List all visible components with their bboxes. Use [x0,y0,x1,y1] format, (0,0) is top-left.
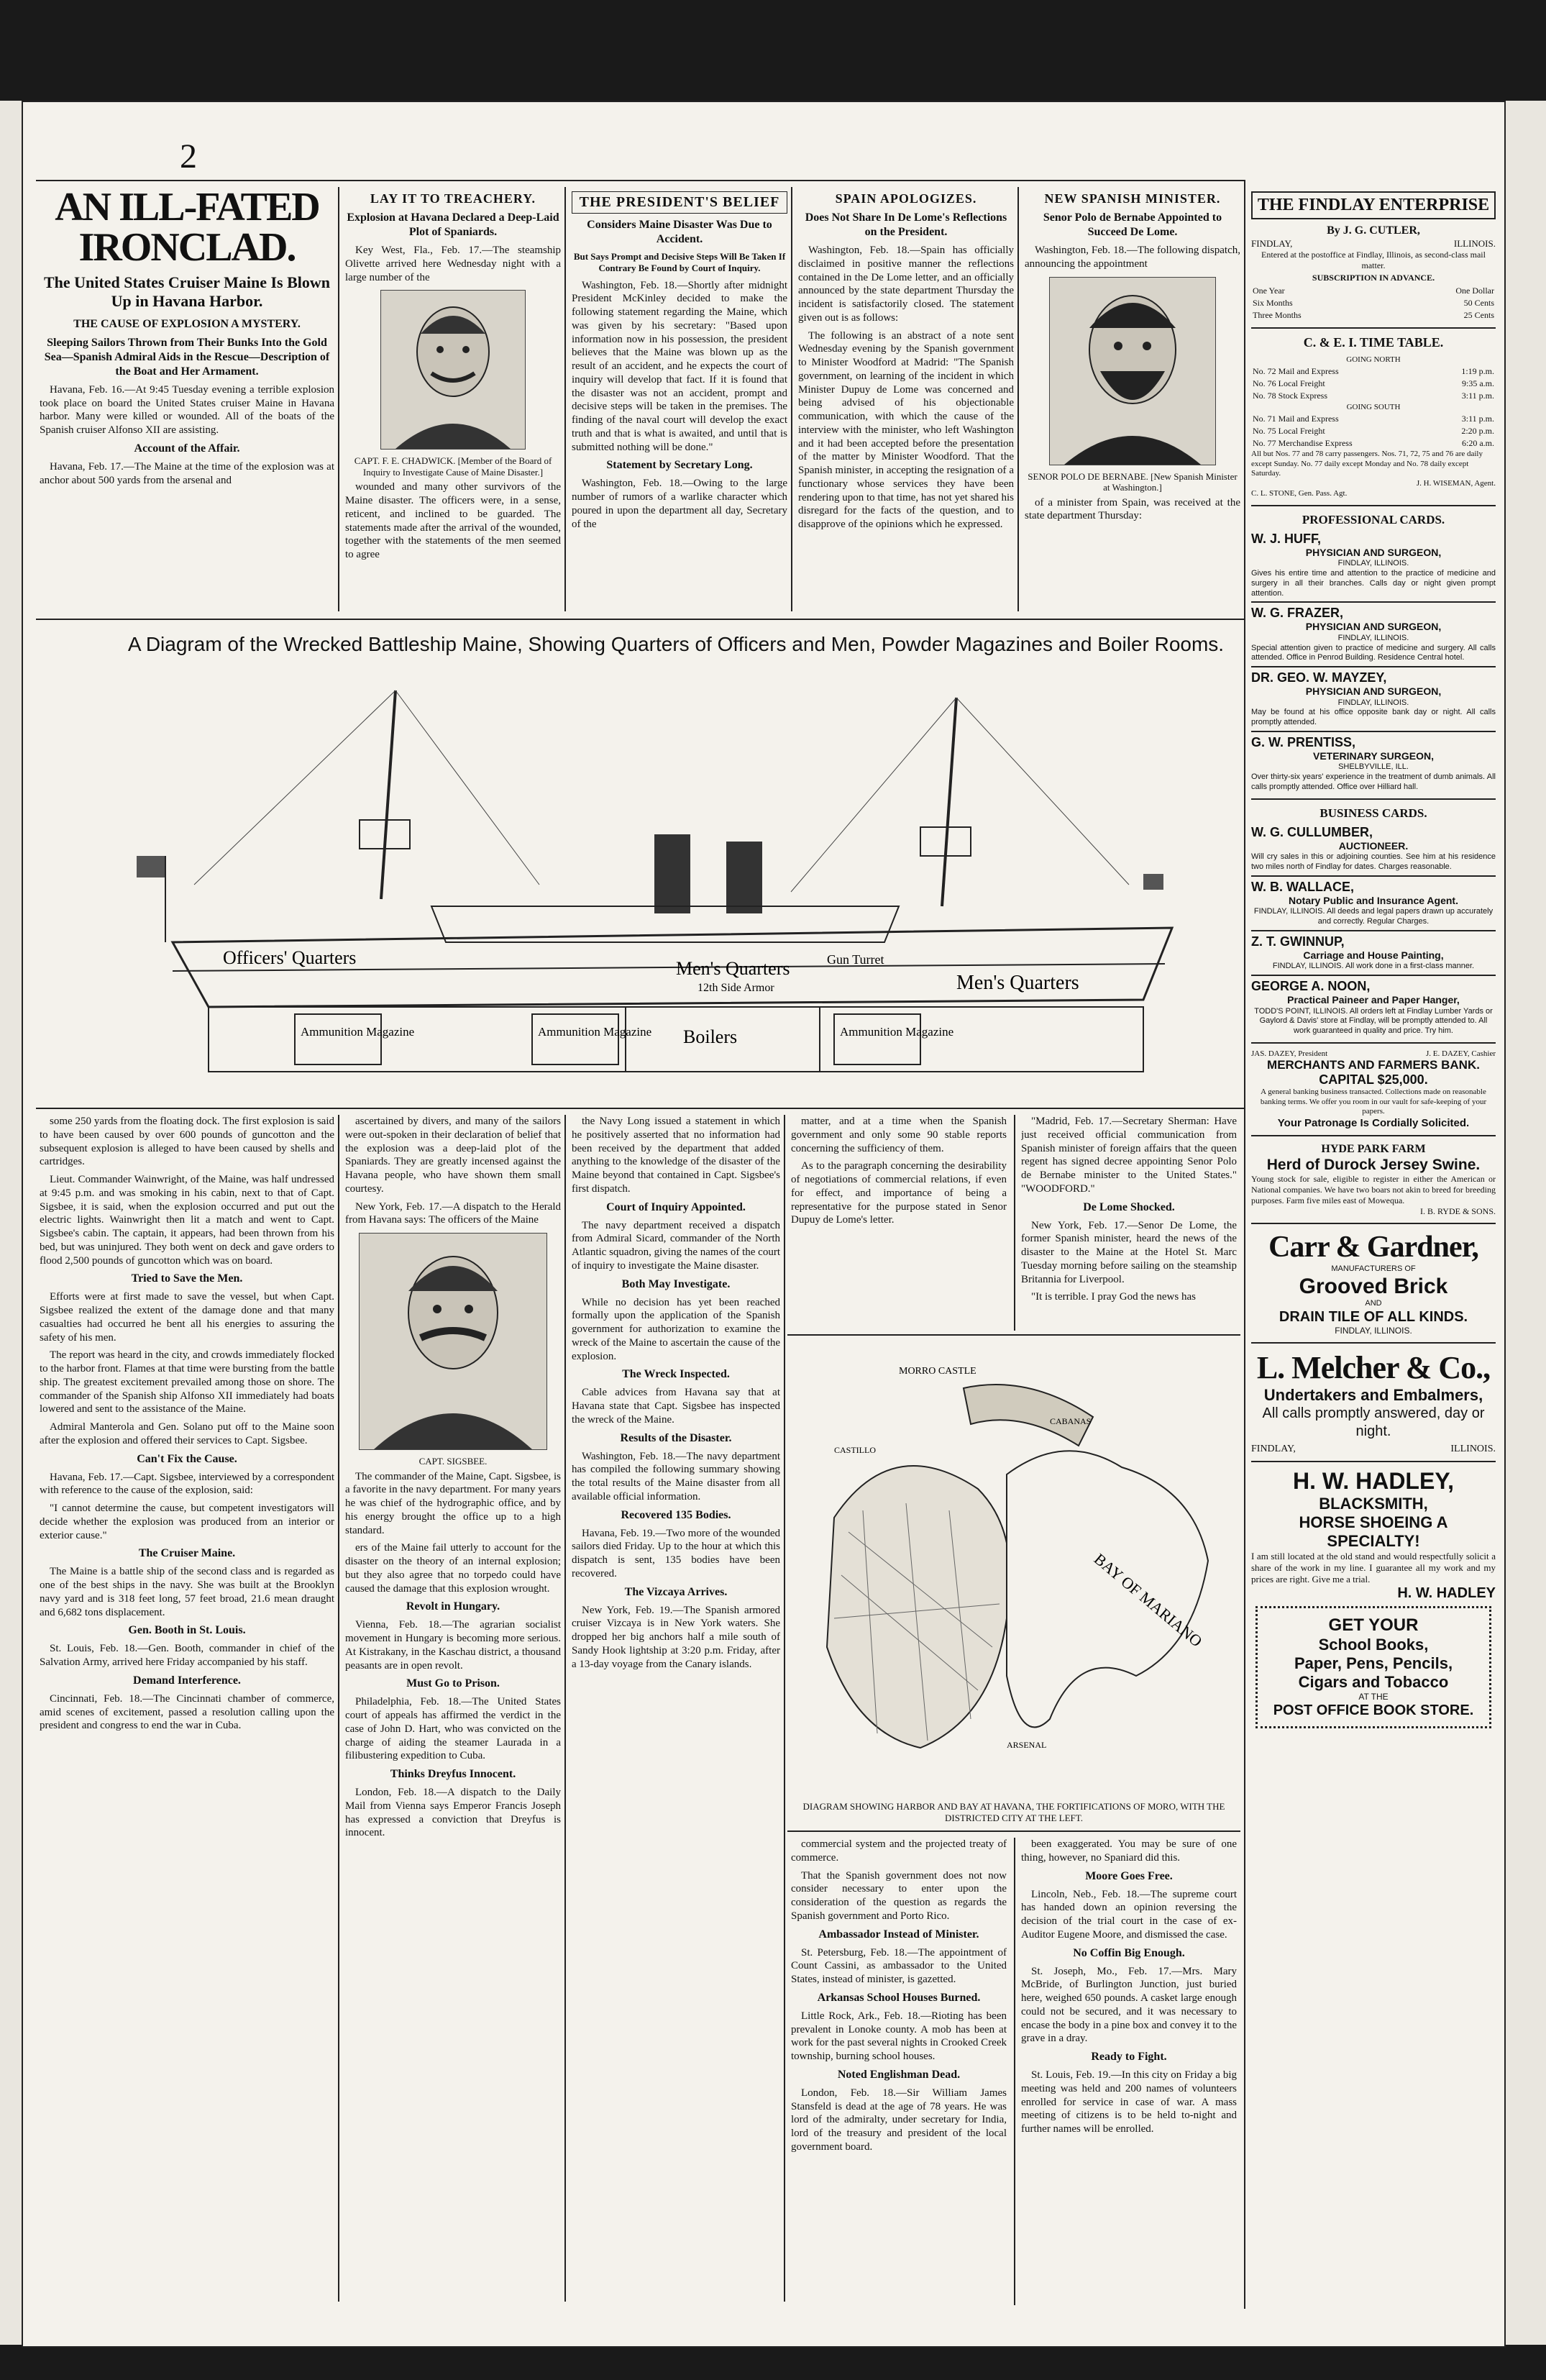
lower1-sec-2: Can't Fix the Cause. [137,1452,237,1465]
sub-row-3-price: 25 Cents [1463,310,1494,320]
spain-head: SPAIN APOLOGIZES. [835,191,977,206]
biz-wallace [1251,880,1496,927]
south-2-train: No. 75 Local Freight [1253,425,1325,436]
lower3-para-5: Washington, Feb. 18.—The navy department has compiled the following summary showing the total results of the Maine disaster from all available official information. [572,1450,780,1503]
subhead-ironclad-3: Sleeping Sailors Thrown from Their Bunks Into the Gold Sea—Spanish Admiral Aids in the Rescue—Description of the Boat and Her Armament. [44,336,330,378]
card-mayzey-text: May be found at his office opposite bank day or night. All calls promptly attended. [1251,708,1496,727]
sub-row-1-label: One Year [1253,286,1285,296]
lower5-para-2: New York, Feb. 17.—Senor De Lome, the former Spanish minister, heard the news of the disaster to the Maine at the Hotel St. Marc Tuesday morning before sailing on the steamship Britannia for Liverpool. [1021,1219,1237,1285]
po-at: AT THE [1358,1692,1389,1702]
card-sep-3 [1251,731,1496,732]
label-boilers: Boilers [683,1026,738,1047]
lower2-para-3: The commander of the Maine, Capt. Sigsbee, is a favorite in the navy department. For many years he was chief of the hydrographic office, and by his energy brought the office up to a high standard. [345,1470,561,1536]
carr-tile: DRAIN TILE OF ALL KINDS. [1279,1308,1468,1325]
treachery-para-1: Key West, Fla., Feb. 17.—The steamship Olivette arrived here Wednesday night with a large number of the [345,245,561,283]
diagram-bottom-rule [36,1108,1244,1109]
sigsbee-portrait [359,1233,547,1450]
minister-para-1: Washington, Feb. 18.—The following dispatch, announcing the appointment [1025,245,1240,270]
hadley-text: I am still located at the old stand and would respectfully solicit a share of the work in my line. I guarantee all my work and my prices are right. Give me a trial. [1251,1550,1496,1585]
carr-name: Carr & Gardner, [1268,1231,1478,1264]
carr-place: FINDLAY, ILLINOIS. [1335,1325,1412,1336]
funnel-2 [726,842,762,913]
lower2-sec-2: Must Go to Prison. [406,1677,500,1690]
map-bay [1007,1451,1208,1727]
paper-name: THE FINDLAY ENTERPRISE [1251,191,1496,219]
biz-sep-1 [1251,875,1496,877]
b4-sec-2: Arkansas School Houses Burned. [817,1991,981,2004]
treachery-para-2: wounded and many other survivors of the Maine disaster. The officers were, in a sense, reticent, and inclined to be guarded. The statements made after the arrival of the wounded, together with the statements of the men seemed to agree [345,481,561,561]
lower3-sec-6: The Vizcaya Arrives. [624,1585,728,1598]
card-prentiss-name: G. W. PRENTISS, [1251,734,1356,749]
lower-col-4-top [791,1115,1007,1331]
president-head: THE PRESIDENT'S BELIEF [572,191,787,214]
lower5-para-1: "Madrid, Feb. 17.—Secretary Sherman: Have just received official communication from Spanish minister of foreign affairs that the queen regent has signed decree appointing Senor Polo de Bernabe minister to the United States." "WOODFORD." [1021,1116,1237,1195]
farm-owner: I. B. RYDE & SONS. [1419,1206,1496,1217]
south-1-time: 3:11 p.m. [1461,413,1494,424]
map-caption: DIAGRAM SHOWING HARBOR AND BAY AT HAVANA, THE FORTIFICATIONS OF MORO, WITH THE DISTRICTED CITY AT THE LEFT. [802,1801,1225,1823]
biz-cullumber-text: Will cry sales in this or adjoining counties. See him at his residence two miles north of Findlay for dates. Charges reasonable. [1251,852,1496,872]
sidebar-sep-1 [1251,327,1496,329]
hadley-name: H. W. HADLEY, [1292,1467,1454,1494]
lower-col-2 [345,1115,561,2316]
card-frazer-name: W. G. FRAZER, [1251,606,1343,621]
scan-border-bottom [0,2345,1546,2380]
paper-place-right: ILLINOIS. [1453,238,1496,249]
lower3-para-2: The navy department received a dispatch from Admiral Sicard, commander of the North Atlantic squadron, giving the names of the court of inquiry to investigate the Maine disaster. [572,1219,780,1272]
sidebar-sep-2 [1251,505,1496,506]
lower3-para-1: the Navy Long issued a statement in which he positively asserted that no information had been received by the department that added anything to the knowledge of the disaster of the Maine beyond that contained in Capt. Sigsbee's first dispatch. [572,1116,780,1195]
label-mens-quarters-2: Men's Quarters [956,972,1079,994]
sidebar-sep-8 [1251,1461,1496,1462]
paper-byline: By J. G. CUTLER, [1327,224,1420,237]
lower1-para-2: Lieut. Commander Wainwright, of the Maine, was half undressed at 9:45 p.m. and was smoking in his cabin, next to that of Capt. Sigsbee, it is said, when the explosion occurred and put out the electric lights. Wainwright then lit a match and went to Capt. Sigsbee's cabin. The captain, it appears, had been thrown from his bed, but was uninjured. They both went on deck and gave orders to flood 2,500 pounds of guncotton which was on board. [40,1174,334,1267]
card-frazer-place: FINDLAY, ILLINOIS. [1337,633,1409,642]
sidebar-sep-6 [1251,1223,1496,1224]
farm-text: Young stock for sale, eligible to register in either the American or National companies. We have two boars not akin to breed for breeding purposes. Farm five miles east of Mowequa. [1251,1174,1496,1206]
card-huff-name: W. J. HUFF, [1251,531,1322,546]
south-2-time: 2:20 p.m. [1461,425,1494,436]
lower-col-3 [572,1115,780,2316]
lower3-para-7: New York, Feb. 19.—The Spanish armored cruiser Vizcaya is in New York waters. She dropped her big anchors half a mile south of Sandy Hook lightship at 3:20 p.m. Friday, after a 13-day voyage from the Canary islands. [572,1604,780,1670]
biz-noon [1251,979,1496,1036]
article-ironclad [40,187,334,619]
hadley-specialty: HORSE SHOEING A SPECIALTY! [1299,1513,1448,1550]
treachery-head: LAY IT TO TREACHERY. [370,191,536,206]
lower-rule-1 [338,1115,339,2302]
north-1-train: No. 72 Mail and Express [1253,365,1339,376]
col-rule-3 [791,187,792,611]
col-rule-1 [338,187,339,611]
label-ammo-2: Ammunition Magazine [538,1025,652,1039]
diagram-title: A Diagram of the Wrecked Battleship Maine, Showing Quarters of Officers and Men, Powder Magazines and Boiler Rooms. [127,633,1225,655]
lower4-para-1: matter, and at a time when the Spanish government and only some 90 stable reports concerning the sufficiency of them. [791,1116,1007,1154]
page-number: 2 [180,137,197,175]
card-huff-text: Gives his entire time and attention to the practice of medicine and surgery in all their branches. Calls day or night given prompt attention. [1251,569,1496,598]
stern-flag [137,856,165,877]
ironclad-section: Account of the Affair. [134,442,240,455]
card-prentiss-title: VETERINARY SURGEON, [1312,749,1435,762]
card-mayzey-place: FINDLAY, ILLINOIS. [1337,698,1409,707]
minister-para-2: of a minister from Spain, was received at the state department Thursday: [1025,496,1240,522]
card-sep-1 [1251,601,1496,603]
melcher-place-right: ILLINOIS. [1450,1443,1496,1454]
sigsbee-caption: CAPT. SIGSBEE. [418,1456,488,1467]
mid-rule [36,619,1244,620]
top-rule [36,180,1244,181]
lower1-sec-5: Demand Interference. [133,1674,241,1687]
po-line-3: Cigars and Tobacco [1298,1673,1449,1692]
lower3-para-3: While no decision has yet been reached formally upon the application of the Spanish government for authorization to examine the wreck of the Maine to ascertain the cause of the explosion. [572,1296,780,1362]
article-treachery [345,187,561,619]
lower1-para-6: Havana, Feb. 17.—Capt. Sigsbee, interviewed by a correspondent with reference to the cause of the explosion, said: [40,1471,334,1497]
funnel-1 [654,834,690,913]
farm-head: HYDE PARK FARM [1321,1143,1426,1156]
north-table [1251,365,1496,402]
biz-cullumber-name: W. G. CULLUMBER, [1251,824,1373,839]
bernabe-portrait [1049,277,1216,465]
lower1-para-7: "I cannot determine the cause, but competent investigators will decide whether the explosion was produced from an interior or exterior cause." [40,1503,334,1541]
article-president-belief [572,187,787,619]
b5-para-4: St. Louis, Feb. 19.—In this city on Friday a big meeting was held and 200 names of volunteers enrolled for service in case of war. A mass meeting of citizens is to be held to-night and further names will be enrolled. [1021,2069,1237,2135]
hadley-sign: H. W. HADLEY [1397,1585,1496,1602]
bank-text: A general banking business transacted. Collections made on reasonable banking terms. We offer you room in our vault for safe-keeping of your papers. [1260,1087,1487,1116]
label-ammo-1: Ammunition Magazine [301,1025,415,1039]
subhead-ironclad-1: The United States Cruiser Maine Is Blown Up in Havana Harbor. [43,273,331,311]
maine-diagram [108,669,1215,1093]
melcher-name: L. Melcher & Co., [1256,1349,1491,1385]
b5-sec-1: Moore Goes Free. [1085,1869,1173,1882]
spain-para-2: The following is an abstract of a note sent Wednesday evening by the Spanish government to Minister Woodford at Madrid: "The Spanish government, on learning of the incident in which Minister Dupuy de Lome was concerned and being advised of his objectionable communication, with which the cause of the interview with the minister, who left Washington and it had been accepted before the presentation of the matter by Minister Woodford. That the Spanish minister, in accepting the resignation of a functionary whose services they have been rendering upon to that time, has not yet shared his disregard for the facts of the question, and to disapprove of the opinions which he expressed. [798,329,1014,530]
b4-para-3: St. Petersburg, Feb. 18.—The appointment of Count Cassini, as ambassador to the United States, instead of minister, is gazetted. [791,1946,1007,1985]
bank-patronage: Your Patronage Is Cordially Solicited. [1277,1117,1470,1130]
b5-para-3: St. Joseph, Mo., Feb. 17.—Mrs. Mary McBride, of Burlington Junction, just buried here, weighed 650 pounds. A casket large enough could not be secured, and it was necessary to encase the body in a pine box and convey it to the grave in a dray. [1021,1965,1237,2045]
north-3-time: 3:11 p.m. [1461,390,1494,401]
lower5-para-3: "It is terrible. I pray God the news has [1031,1291,1196,1303]
lower3-sec-4: Results of the Disaster. [620,1431,732,1444]
scan-border-top [0,0,1546,101]
lower2-para-2: New York, Feb. 17.—A dispatch to the Herald from Havana says: The officers of the Maine [345,1200,561,1226]
po-store: POST OFFICE BOOK STORE. [1273,1702,1474,1719]
label-ammo-3: Ammunition Magazine [840,1025,954,1039]
biz-wallace-name: W. B. WALLACE, [1251,879,1354,894]
lower1-sec-3: The Cruiser Maine. [138,1547,236,1560]
north-3-train: No. 78 Stock Express [1253,390,1327,401]
fore-mast [381,690,395,899]
biz-noon-title: Practical Paineer and Paper Hanger, [1287,994,1460,1006]
card-prentiss [1251,735,1496,793]
map-top-rule [787,1334,1240,1336]
bank-president: JAS. DAZEY, President [1251,1049,1328,1058]
president-subhead-1: Considers Maine Disaster Was Due to Accident. [587,219,772,245]
card-frazer-text: Special attention given to practice of medicine and surgery. All calls attended. Office in Penrod Building. Residence Central hotel. [1251,643,1496,662]
paper-place-left: FINDLAY, [1251,238,1293,249]
card-huff-place: FINDLAY, ILLINOIS. [1337,559,1409,568]
tt-gpa: C. L. STONE, Gen. Pass. Agt. [1251,488,1348,498]
bank-capital: CAPITAL $25,000. [1319,1072,1428,1087]
label-gun-turret: Gun Turret [827,952,884,967]
south-3-time: 6:20 a.m. [1462,437,1494,448]
lower-rule-5 [1014,1838,1015,2305]
lower3-sec-5: Recovered 135 Bodies. [621,1508,731,1521]
south-3-train: No. 77 Merchandise Express [1253,437,1353,448]
lower1-para-9: St. Louis, Feb. 18.—Gen. Booth, commander in chief of the Salvation Army, arrived here Friday accompanied by his staff. [40,1643,334,1668]
bank-cashier: J. E. DAZEY, Cashier [1426,1049,1496,1058]
card-mayzey-title: PHYSICIAN AND SURGEON, [1305,685,1442,698]
lower-col-1 [40,1115,334,2316]
col-rule-2 [564,187,566,611]
b5-sec-2: No Coffin Big Enough. [1073,1946,1185,1959]
ironclad-para-2: Havana, Feb. 17.—The Maine at the time of the explosion was at anchor about 500 yards from the arsenal and [40,460,334,486]
entered-note: Entered at the postoffice at Findlay, Illinois, as second-class mail matter. [1261,250,1486,270]
sidebar-sep-4 [1251,1042,1496,1044]
lower-rule-4 [1014,1115,1015,1331]
business-head: BUSINESS CARDS. [1319,806,1427,820]
time-table-head: C. & E. I. TIME TABLE. [1303,335,1444,350]
sub-row-2-price: 50 Cents [1463,298,1494,308]
card-prentiss-place: SHELBYVILLE, ILL. [1338,762,1409,772]
lower3-sec-2: Both May Investigate. [621,1277,731,1290]
north-1-time: 1:19 p.m. [1461,365,1494,376]
card-huff-title: PHYSICIAN AND SURGEON, [1305,546,1442,558]
prof-head: PROFESSIONAL CARDS. [1302,512,1445,526]
bow-flag [1143,874,1163,890]
lower2-para-1: ascertained by divers, and many of the sailors were out-spoken in their declaration of belief that the explosion was a deep-laid plot of the Spaniards. They are greatly incensed against the Havana people, who have shown them small courtesy. [345,1116,561,1195]
b4-para-4: Little Rock, Ark., Feb. 18.—Rioting has been prevalent in Lonoke county. A mob has been at work for the past several nights in Crooked Creek township, burning school houses. [791,2010,1007,2062]
map-label-castillo: CASTILLO [834,1445,876,1455]
lower2-para-7: London, Feb. 18.—A dispatch to the Daily Mail from Vienna says Emperor Francis Joseph has expressed a conviction that Dreyfus is innocent. [345,1787,561,1839]
lower-col-5-bottom [1021,1838,1237,2312]
card-frazer-title: PHYSICIAN AND SURGEON, [1305,621,1442,633]
north-2-time: 9:35 a.m. [1462,378,1494,388]
president-subhead-2: But Says Prompt and Decisive Steps Will Be Taken If Contrary Be Found by Court of Inquiry. [573,251,786,274]
bank-officers [1251,1049,1496,1058]
bank-name: MERCHANTS AND FARMERS BANK. [1267,1057,1480,1072]
paper-place [1251,238,1496,250]
article-spain-apologizes [798,187,1014,619]
map-label-bay: BAY OF MARIANO [1090,1549,1206,1651]
b4-sec-1: Ambassador Instead of Minister. [818,1928,979,1941]
tt-agent: J. H. WISEMAN, Agent. [1416,479,1496,488]
label-side-armor: 12th Side Armor [697,982,774,994]
lower2-para-5: Vienna, Feb. 18.—The agrarian socialist movement in Hungary is becoming more serious. At Kistrakany, in the Kaschau district, a thousand peasants are in open revolt. [345,1619,561,1672]
biz-gwinnup [1251,934,1496,972]
label-officers: Officers' Quarters [223,947,357,968]
south-1-train: No. 71 Mail and Express [1253,413,1339,424]
map-label-cabanas: CABANAS [1050,1416,1092,1426]
lower2-sec-1: Revolt in Hungary. [406,1600,500,1613]
farm-title: Herd of Durock Jersey Swine. [1266,1157,1481,1174]
lower-rule-2 [564,1115,566,2302]
subscription-table [1251,285,1496,322]
lower3-para-4: Cable advices from Havana say that at Havana state that Capt. Sigsbee has inspected the wreck of the Maine. [572,1387,780,1426]
lower1-sec-4: Gen. Booth in St. Louis. [128,1624,246,1637]
card-frazer [1251,606,1496,663]
card-huff [1251,532,1496,599]
melcher-place [1251,1444,1496,1455]
melcher-text: All calls promptly answered, day or night. [1262,1405,1485,1439]
president-section: Statement by Secretary Long. [606,459,753,472]
subhead-ironclad-2: THE CAUSE OF EXPLOSION A MYSTERY. [73,317,301,330]
b4-para-5: London, Feb. 18.—Sir William James Stansfeld is dead at the age of 78 years. He was lord of the admiralty, under secretary for India, lord of the treasury and president of the local government board. [791,2087,1007,2153]
lower5-sec-1: De Lome Shocked. [1083,1200,1175,1213]
sub-row-1-price: One Dollar [1455,286,1494,296]
ironclad-para-1: Havana, Feb. 16.—At 9:45 Tuesday evening a terrible explosion took place on board the United States cruiser Maine in Havana harbor. Many were killed or wounded. All of the boats of the Spanish cruiser Alfonso XII are assisting. [40,383,334,437]
hadley-title: BLACKSMITH, [1319,1494,1428,1513]
lower1-para-10: Cincinnati, Feb. 18.—The Cincinnati chamber of commerce, amid scenes of excitement, passed a resolution calling upon the president and congress to end the war in Cuba. [40,1692,334,1732]
sub-row-2-label: Six Months [1253,298,1293,308]
biz-noon-name: GEORGE A. NOON, [1251,979,1371,994]
lower1-para-8: The Maine is a battle ship of the second class and is regarded as one of the best ships in the navy. She was built at the Brooklyn navy yard and is 318 feet long, 57 feet broad, 21.6 mean draught and 6,682 tons displacement. [40,1566,334,1618]
lower3-sec-1: Court of Inquiry Appointed. [606,1200,746,1213]
sidebar-rule [1244,180,1245,2309]
post-office-ad [1255,1606,1491,1728]
po-head: GET YOUR [1328,1615,1419,1636]
card-mayzey [1251,670,1496,728]
article-new-minister [1025,187,1240,619]
president-para-2: Washington, Feb. 18.—Owing to the large number of rumors of a warlike character which poured in upon the department all day, Secretary of the [572,478,787,530]
lower-rule-3 [784,1115,785,2302]
sidebar-sep-7 [1251,1342,1496,1344]
minister-head: NEW SPANISH MINISTER. [1044,191,1221,206]
north-2-train: No. 76 Local Freight [1253,378,1325,388]
col-rule-4 [1017,187,1019,611]
map-morro [964,1385,1093,1446]
sidebar [1251,187,1496,2316]
president-para-1: Washington, Feb. 18.—Shortly after midnight President McKinley decided to make the following statement regarding the Maine, which was given by his secretary: "Based upon information now in his possession, the president believes that the Maine was blown up as the result of an accident, and he expects the court of inquiry will develop that fact. If it is found that the disaster was not an accident, prompt and decisive steps will be taken in the premises. The finding of the naval court will develop the exact truth and that is what is awaited, and until that is submitted nothing will be done." [572,279,787,453]
biz-wallace-title: Notary Public and Insurance Agent. [1289,894,1458,906]
sidebar-sep-5 [1251,1135,1496,1136]
card-mayzey-name: DR. GEO. W. MAYZEY, [1251,670,1387,685]
south-table [1251,413,1496,450]
biz-noon-text: TODD'S POINT, ILLINOIS. All orders left at Findlay Lumber Yards or Gaylord & Davis' store at Findlay, will be promptly attended to. All work guaranteed in quality and price. Try him. [1254,1006,1493,1036]
chadwick-caption: CAPT. F. E. CHADWICK. [Member of the Board of Inquiry to Investigate Cause of Maine Disaster.] [354,455,552,478]
biz-gwinnup-text: FINDLAY, ILLINOIS. All work done in a first-class manner. [1272,962,1475,971]
b5-sec-3: Ready to Fight. [1091,2051,1167,2063]
biz-sep-3 [1251,975,1496,976]
spain-subhead: Does Not Share In De Lome's Reflections on the President. [805,211,1007,238]
map-city [827,1466,1010,1748]
tt-note: All but Nos. 77 and 78 carry passengers. Nos. 71, 72, 75 and 76 are daily except Sunday. No. 77 daily except Monday and No. 78 daily except Saturday. [1251,449,1483,478]
biz-gwinnup-name: Z. T. GWINNUP, [1251,934,1345,949]
biz-gwinnup-title: Carriage and House Painting, [1303,949,1444,961]
b4-para-2: That the Spanish government does not now consider necessary to enter upon the consideration of the question as regards the Spanish government and Porto Rico. [791,1869,1007,1922]
lower3-para-6: Havana, Feb. 19.—Two more of the wounded sailors died Friday. Up to the hour at which this dispatch is sent, 135 bodies have been recovered. [572,1527,780,1579]
biz-wallace-text: FINDLAY, ILLINOIS. All deeds and legal papers drawn up accurately and correctly. Regular Charges. [1253,907,1494,926]
havana-map [791,1345,1237,1791]
going-north: GOING NORTH [1346,355,1401,364]
lower-col-4-bottom [791,1838,1007,2312]
biz-cullumber [1251,825,1496,872]
carr-and: AND [1365,1298,1382,1308]
card-prentiss-text: Over thirty-six years' experience in the treatment of dumb animals. All calls promptly attended. Office over Hilliard hall. [1251,772,1496,791]
map-bottom-rule [787,1830,1240,1832]
card-sep-2 [1251,666,1496,667]
map-label-arsenal: ARSENAL [1007,1740,1047,1750]
lower4-para-2: As to the paragraph concerning the desirability of negotiations of commercial relations, if even for effect, and importance of being a representative for the purpose stated in Senor Dupuy de Lome's letter. [791,1160,1007,1226]
melcher-place-left: FINDLAY, [1251,1443,1296,1454]
lower1-para-3: Efforts were at first made to save the vessel, but when Capt. Sigsbee realized the extent of the damage done and that many casualties had occurred he bent all his energies to assuring the safety of his men. [40,1291,334,1344]
lower1-sec-1: Tried to Save the Men. [131,1272,243,1285]
po-line-2: Paper, Pens, Pencils, [1294,1654,1453,1673]
b5-para-2: Lincoln, Neb., Feb. 18.—The supreme court has handed down an opinion reversing the decision of the trial court in the case of ex-Auditor Eugene Moore, and dismissed the case. [1021,1888,1237,1941]
lower1-para-1: some 250 yards from the floating dock. The first explosion is said to have been caused by over 600 pounds of guncotton and the subsequent explosion is alleged to have been caused by shells and cartridges. [40,1116,334,1168]
minister-subhead: Senor Polo de Bernabe Appointed to Succeed De Lome. [1043,211,1222,238]
carr-product: Grooved Brick [1299,1274,1448,1298]
b4-para-1: commercial system and the projected treaty of commerce. [791,1838,1007,1864]
lower3-sec-3: The Wreck Inspected. [622,1368,730,1381]
melcher-title: Undertakers and Embalmers, [1263,1385,1483,1404]
main-mast [942,698,956,906]
sub-row-3-label: Three Months [1253,310,1302,320]
biz-sep-2 [1251,930,1496,931]
lower1-para-4: The report was heard in the city, and crowds immediately flocked to the harbor front. Flames at that time were bursting from the battle ship. The greatest excitement prevailed among those on shore. The commander of the Spanish ship Alfonso XII immediately had boats lowered and sent to the assistance of the Maine. [40,1349,334,1415]
spain-para-1: Washington, Feb. 18.—Spain has officially disclaimed in positive manner the reflections contained in the De Lome letter, and an officially announced by the state department Thursday the incident is satisfactorily closed. The statement given out is as follows: [798,245,1014,324]
lower-col-5-top [1021,1115,1237,1331]
lower2-para-6: Philadelphia, Feb. 18.—The United States court of appeals has affirmed the verdict in the case of John D. Hart, who was convicted on the charge of aiding the steamer Laurada in a filibustering expedition to Cuba. [345,1696,561,1762]
treachery-subhead: Explosion at Havana Declared a Deep-Laid Plot of Spaniards. [347,211,559,238]
bernabe-caption: SENOR POLO DE BERNABE. [New Spanish Minister at Washington.] [1028,470,1238,493]
sidebar-sep-3 [1251,798,1496,800]
po-line-1: School Books, [1318,1636,1429,1654]
lower2-sec-3: Thinks Dreyfus Innocent. [390,1768,516,1781]
headline-ironclad: AN ILL-FATED IRONCLAD. [55,187,319,270]
going-south: GOING SOUTH [1346,402,1401,411]
carr-mfr: MANUFACTURERS OF [1331,1264,1416,1274]
chadwick-portrait [380,290,526,450]
b4-sec-3: Noted Englishman Dead. [837,2068,961,2081]
label-mens-quarters-1: Men's Quarters [676,958,790,979]
map-label-morro: MORRO CASTLE [899,1366,976,1377]
lower2-para-4: ers of the Maine fail utterly to account for the disaster on the theory of an internal explosion; but they also agree that no torpedo could have caused the damage that this explosion wrought. [345,1542,561,1595]
biz-cullumber-title: AUCTIONEER. [1338,839,1409,852]
subscription-head: SUBSCRIPTION IN ADVANCE. [1312,273,1435,283]
lower1-para-5: Admiral Manterola and Gen. Solano put off to the Maine soon after the explosion and offered their services to Capt. Sigsbee. [40,1421,334,1446]
b5-para-1: been exaggerated. You may be sure of one thing, however, no Spaniard did this. [1021,1838,1237,1864]
